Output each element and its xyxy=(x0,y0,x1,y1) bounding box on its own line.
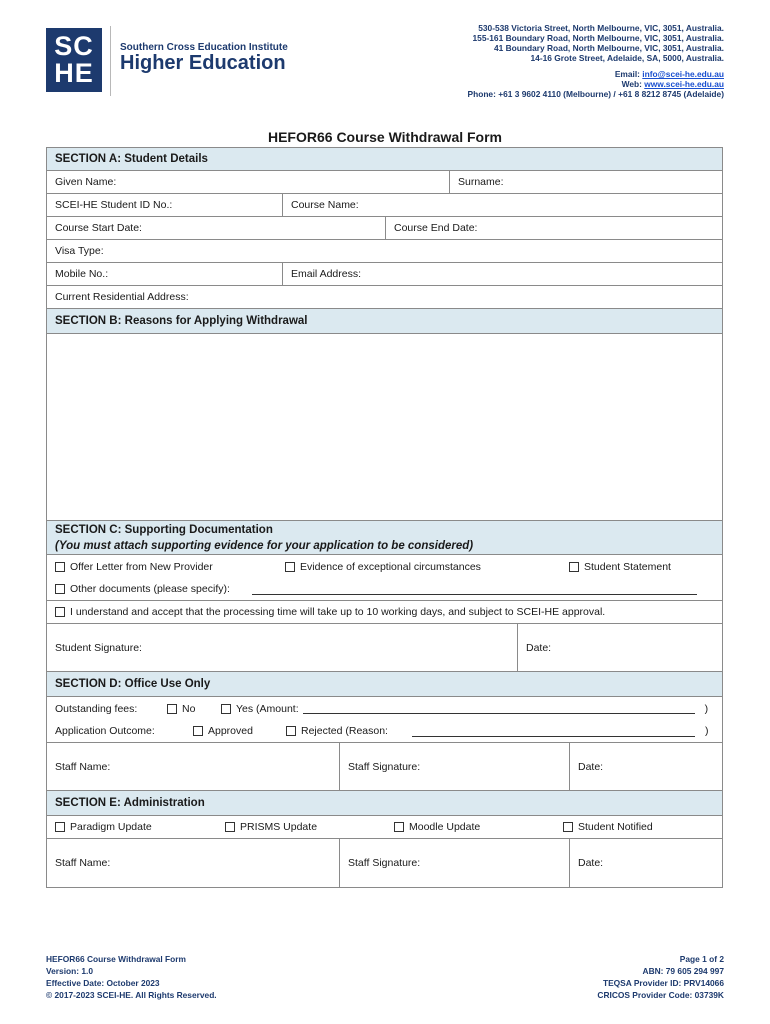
accept-label: I understand and accept that the processing time will take up to 10 working days, and subject to SCEI-HE approval. xyxy=(70,606,606,618)
student-signature-row xyxy=(46,624,723,672)
section-a-heading xyxy=(46,147,723,171)
withdrawal-form xyxy=(46,147,723,888)
email-field[interactable]: Email Address: xyxy=(282,263,722,285)
moodle-label: Moodle Update xyxy=(409,821,481,833)
section-b-title: SECTION B: Reasons for Applying Withdrawal xyxy=(55,315,308,327)
section-e-title: SECTION E: Administration xyxy=(55,797,205,809)
notified-checkbox[interactable] xyxy=(563,821,653,833)
dates-row xyxy=(46,217,723,240)
statement-label: Student Statement xyxy=(584,560,671,573)
checkbox-icon xyxy=(55,562,65,572)
rejected-reason-input[interactable] xyxy=(412,726,695,737)
statement-checkbox[interactable] xyxy=(569,561,671,573)
contact-row xyxy=(46,263,723,286)
admin-staff-signature-field[interactable]: Staff Signature: xyxy=(339,839,569,887)
offer-letter-label: Offer Letter from New Provider xyxy=(70,560,213,573)
approved-checkbox[interactable] xyxy=(193,725,286,737)
checkbox-icon xyxy=(55,822,65,832)
checkbox-icon xyxy=(569,562,579,572)
rejected-label: Rejected (Reason: xyxy=(301,725,388,737)
outstanding-label: Outstanding fees: xyxy=(55,702,138,715)
institute-subtitle: Higher Education xyxy=(120,52,286,74)
given-name-field[interactable]: Given Name: xyxy=(55,176,117,188)
footer-cricos: CRICOS Provider Code: 03739K xyxy=(597,990,724,1000)
name-row xyxy=(46,171,723,194)
student-id-field[interactable]: SCEI-HE Student ID No.: xyxy=(55,199,173,211)
section-e-heading xyxy=(46,791,723,816)
office-staff-name-field[interactable]: Staff Name: xyxy=(55,760,111,773)
checkbox-icon xyxy=(167,704,177,714)
admin-staff-name-field[interactable]: Staff Name: xyxy=(55,857,111,869)
section-d-heading xyxy=(46,672,723,697)
other-docs-input[interactable] xyxy=(252,584,697,595)
section-c-title: SECTION C: Supporting Documentation xyxy=(55,523,273,536)
id-row xyxy=(46,194,723,217)
web-label: Web: xyxy=(621,79,642,89)
footer-version: Version: 1.0 xyxy=(46,966,94,976)
accept-row xyxy=(46,601,723,624)
address-line: 155-161 Boundary Road, North Melbourne, VIC, 3051, Australia. xyxy=(472,33,724,43)
course-end-field[interactable]: Course End Date: xyxy=(385,217,722,239)
phone-line: Phone: +61 3 9602 4110 (Melbourne) / +61 8 8212 8745 (Adelaide) xyxy=(467,89,724,99)
checkbox-icon xyxy=(193,726,203,736)
residential-address-field[interactable]: Current Residential Address: xyxy=(55,291,189,303)
other-docs-row xyxy=(46,578,723,601)
institute-name: Southern Cross Education Institute xyxy=(120,42,288,53)
footer-teqsa: TEQSA Provider ID: PRV14066 xyxy=(602,978,724,988)
footer-page-number: Page 1 of 2 xyxy=(679,954,724,964)
address-row xyxy=(46,286,723,309)
logo xyxy=(46,28,102,92)
admin-staff-row xyxy=(46,839,723,888)
notified-label: Student Notified xyxy=(578,821,653,833)
course-start-field[interactable]: Course Start Date: xyxy=(55,222,142,234)
admin-date-field[interactable]: Date: xyxy=(569,839,722,887)
office-staff-signature-field[interactable]: Staff Signature: xyxy=(339,743,569,790)
visa-row xyxy=(46,240,723,263)
web-line xyxy=(468,79,725,89)
fees-no-label: No xyxy=(182,702,196,715)
office-date-field[interactable]: Date: xyxy=(569,743,722,790)
checkbox-icon xyxy=(55,607,65,617)
logo-line1: SC xyxy=(54,31,94,61)
footer-right xyxy=(597,953,724,1001)
checkbox-icon xyxy=(55,584,65,594)
fees-no-checkbox[interactable] xyxy=(167,703,221,715)
section-c-subtitle: (You must attach supporting evidence for your application to be considered) xyxy=(55,539,474,552)
prisms-label: PRISMS Update xyxy=(240,821,318,833)
outcome-row xyxy=(46,720,723,743)
section-d-title: SECTION D: Office Use Only xyxy=(55,678,211,690)
student-signature-field[interactable]: Student Signature: xyxy=(55,641,142,654)
moodle-checkbox[interactable] xyxy=(394,821,480,833)
rejected-checkbox[interactable] xyxy=(286,725,388,737)
office-staff-row xyxy=(46,743,723,791)
course-name-field[interactable]: Course Name: xyxy=(282,194,722,216)
section-c-heading xyxy=(46,521,723,555)
footer-abn: ABN: 79 605 294 997 xyxy=(642,966,724,976)
checkbox-icon xyxy=(225,822,235,832)
footer-copyright: © 2017-2023 SCEI-HE. All Rights Reserved. xyxy=(46,990,217,1000)
approved-label: Approved xyxy=(208,725,253,737)
reasons-textarea[interactable] xyxy=(46,334,723,521)
close-paren: ) xyxy=(704,725,709,737)
web-link[interactable]: www.scei-he.edu.au xyxy=(644,79,724,89)
outcome-label: Application Outcome: xyxy=(55,725,155,737)
footer-left xyxy=(46,953,217,1001)
other-docs-label: Other documents (please specify): xyxy=(70,583,230,595)
prisms-checkbox[interactable] xyxy=(225,821,317,833)
section-a-title: SECTION A: Student Details xyxy=(55,153,208,165)
paradigm-label: Paradigm Update xyxy=(70,821,152,833)
mobile-field[interactable]: Mobile No.: xyxy=(55,268,109,280)
accept-checkbox[interactable] xyxy=(55,606,605,618)
fees-yes-label: Yes (Amount: xyxy=(236,702,299,715)
footer-form-name: HEFOR66 Course Withdrawal Form xyxy=(46,954,186,964)
offer-letter-checkbox[interactable] xyxy=(55,561,213,573)
footer-effective-date: Effective Date: October 2023 xyxy=(46,978,160,988)
checkbox-icon xyxy=(221,704,231,714)
fees-amount-input[interactable] xyxy=(303,703,695,714)
form-title: HEFOR66 Course Withdrawal Form xyxy=(267,129,503,145)
logo-line2: HE xyxy=(54,58,94,88)
address-line: 41 Boundary Road, North Melbourne, VIC, 3051, Australia. xyxy=(493,43,724,53)
email-label: Email: xyxy=(614,69,640,79)
checkbox-icon xyxy=(563,822,573,832)
address-block xyxy=(468,23,725,99)
email-line xyxy=(468,69,725,79)
section-b-heading xyxy=(46,309,723,334)
evidence-checkbox[interactable] xyxy=(285,561,481,573)
address-line: 14-16 Grote Street, Adelaide, SA, 5000, Australia. xyxy=(530,53,724,63)
fees-row xyxy=(46,697,723,720)
other-docs-checkbox[interactable] xyxy=(55,583,230,595)
checkbox-icon xyxy=(286,726,296,736)
checkbox-icon xyxy=(394,822,404,832)
checkbox-icon xyxy=(285,562,295,572)
email-link[interactable]: info@scei-he.edu.au xyxy=(642,69,724,79)
surname-field[interactable]: Surname: xyxy=(449,171,722,193)
fees-yes-checkbox[interactable] xyxy=(221,703,299,715)
evidence-label: Evidence of exceptional circumstances xyxy=(300,560,481,573)
address-line: 530-538 Victoria Street, North Melbourne, VIC, 3051, Australia. xyxy=(478,23,724,33)
student-date-field[interactable]: Date: xyxy=(517,624,722,671)
visa-type-field[interactable]: Visa Type: xyxy=(55,245,104,257)
close-paren: ) xyxy=(704,702,709,715)
documents-row xyxy=(46,555,723,578)
paradigm-checkbox[interactable] xyxy=(55,821,152,833)
logo-divider xyxy=(110,26,111,96)
admin-checks-row xyxy=(46,816,723,839)
